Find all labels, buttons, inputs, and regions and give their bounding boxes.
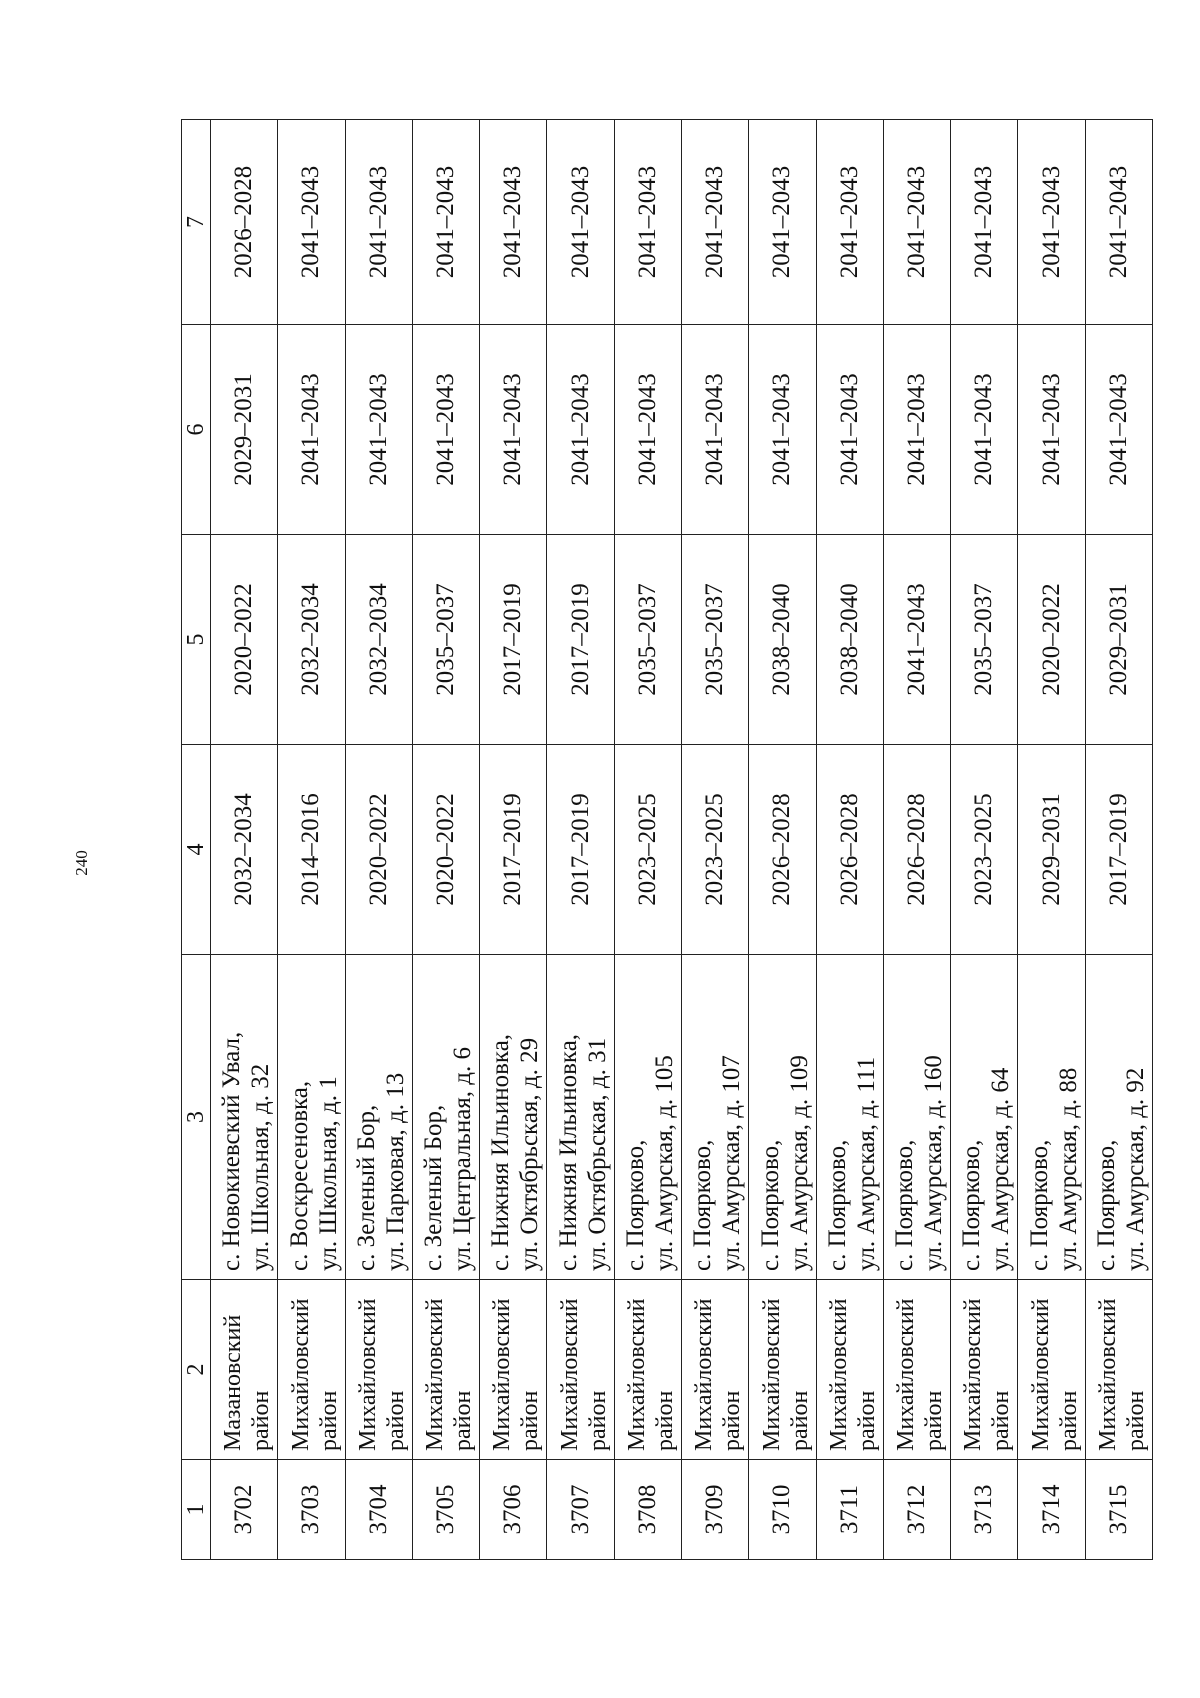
address-cell (1085, 955, 1152, 1280)
period-cell-4: 2017–2019 (1085, 745, 1152, 955)
district-cell-line: Михайловский (1027, 1298, 1054, 1451)
table-row (547, 120, 614, 1560)
address-cell (345, 955, 412, 1280)
address-cell-line: с. Поярково, (891, 1139, 919, 1271)
address-cell-line: с. Воскресеновка, (285, 1080, 313, 1271)
table-row (816, 120, 883, 1560)
period-cell-7: 2041–2043 (278, 120, 345, 325)
address-cell-line: с. Нижняя Ильиновка, (554, 1033, 582, 1271)
row-number-cell: 3703 (278, 1460, 345, 1560)
column-header: 5 (182, 535, 211, 745)
district-cell (412, 1280, 479, 1460)
district-cell-line: Михайловский (960, 1298, 987, 1451)
period-cell-7: 2041–2043 (1018, 120, 1085, 325)
column-header: 3 (182, 955, 211, 1280)
period-cell-7: 2041–2043 (480, 120, 547, 325)
district-cell-line: Михайловский (556, 1298, 583, 1451)
table-row (614, 120, 681, 1560)
period-cell-6: 2041–2043 (412, 325, 479, 535)
district-cell-line: район (315, 1390, 342, 1451)
address-cell-line: с. Зеленый Бор, (352, 1104, 380, 1271)
row-number-cell: 3704 (345, 1460, 412, 1560)
table-row (412, 120, 479, 1560)
period-cell-4: 2020–2022 (412, 745, 479, 955)
district-cell (480, 1280, 547, 1460)
address-cell (211, 955, 278, 1280)
district-cell (1085, 1280, 1152, 1460)
table-row (883, 120, 950, 1560)
column-header: 1 (182, 1460, 211, 1560)
address-cell-line: с. Зеленый Бор, (420, 1104, 448, 1271)
address-cell-line: ул. Амурская, д. 92 (1122, 1067, 1149, 1271)
district-cell-line: район (988, 1390, 1015, 1451)
row-number-cell: 3707 (547, 1460, 614, 1560)
district-cell-line: район (651, 1390, 678, 1451)
address-cell-line: ул. Школьная, д. 1 (314, 1076, 342, 1271)
column-header: 6 (182, 325, 211, 535)
row-number-cell: 3705 (412, 1460, 479, 1560)
period-cell-7: 2041–2043 (614, 120, 681, 325)
district-cell (681, 1280, 748, 1460)
row-number-cell: 3706 (480, 1460, 547, 1560)
district-cell-line: район (786, 1390, 813, 1451)
district-cell-line: Михайловский (623, 1298, 650, 1451)
period-cell-6: 2041–2043 (749, 325, 816, 535)
address-cell-line: с. Новокиевский Увал, (218, 1031, 246, 1271)
district-cell-line: Михайловский (354, 1298, 381, 1451)
period-cell-6: 2041–2043 (816, 325, 883, 535)
period-cell-5: 2035–2037 (614, 535, 681, 745)
period-cell-6: 2041–2043 (1018, 325, 1085, 535)
table-row (278, 120, 345, 1560)
address-cell-line: ул. Центральная, д. 6 (449, 1046, 477, 1271)
period-cell-6: 2041–2043 (345, 325, 412, 535)
period-cell-5: 2035–2037 (412, 535, 479, 745)
district-cell-line: Михайловский (287, 1298, 314, 1451)
period-cell-4: 2014–2016 (278, 745, 345, 955)
period-cell-4: 2026–2028 (749, 745, 816, 955)
table-row (951, 120, 1018, 1560)
period-cell-6: 2029–2031 (211, 325, 278, 535)
row-number-cell: 3712 (883, 1460, 950, 1560)
period-cell-6: 2041–2043 (278, 325, 345, 535)
table-row (1018, 120, 1085, 1560)
address-cell-line: с. Нижняя Ильиновка, (487, 1033, 515, 1271)
period-cell-7: 2041–2043 (681, 120, 748, 325)
address-cell-line: с. Поярково, (958, 1139, 986, 1271)
period-cell-5: 2020–2022 (1018, 535, 1085, 745)
period-cell-5: 2017–2019 (547, 535, 614, 745)
address-cell (951, 955, 1018, 1280)
address-cell-line: с. Поярково, (823, 1139, 851, 1271)
district-cell (211, 1280, 278, 1460)
address-cell (816, 955, 883, 1280)
period-cell-7: 2026–2028 (211, 120, 278, 325)
district-cell-line: район (248, 1390, 275, 1451)
row-number-cell: 3713 (951, 1460, 1018, 1560)
address-cell-line: ул. Октябрьская, д. 31 (583, 1037, 611, 1271)
row-number-cell: 3709 (681, 1460, 748, 1560)
period-cell-6: 2041–2043 (614, 325, 681, 535)
address-cell (681, 955, 748, 1280)
address-cell (547, 955, 614, 1280)
address-cell (883, 955, 950, 1280)
period-cell-4: 2023–2025 (681, 745, 748, 955)
district-cell (345, 1280, 412, 1460)
period-cell-5: 2038–2040 (816, 535, 883, 745)
table-row (480, 120, 547, 1560)
address-cell-line: ул. Октябрьская, д. 29 (516, 1037, 544, 1271)
period-cell-4: 2020–2022 (345, 745, 412, 955)
district-cell (547, 1280, 614, 1460)
district-cell (1018, 1280, 1085, 1460)
period-cell-5: 2035–2037 (681, 535, 748, 745)
period-cell-7: 2041–2043 (816, 120, 883, 325)
period-cell-5: 2032–2034 (278, 535, 345, 745)
period-cell-7: 2041–2043 (412, 120, 479, 325)
period-cell-6: 2041–2043 (883, 325, 950, 535)
period-cell-5: 2029–2031 (1085, 535, 1152, 745)
address-cell (412, 955, 479, 1280)
address-cell-line: с. Поярково, (1025, 1139, 1053, 1271)
period-cell-7: 2041–2043 (951, 120, 1018, 325)
table-row (749, 120, 816, 1560)
address-cell (614, 955, 681, 1280)
document-table (181, 119, 1153, 1560)
district-cell-line: Михайловский (691, 1298, 718, 1451)
row-number-cell: 3702 (211, 1460, 278, 1560)
district-cell (749, 1280, 816, 1460)
period-cell-4: 2017–2019 (547, 745, 614, 955)
table-row (681, 120, 748, 1560)
address-cell-line: с. Поярково, (621, 1139, 649, 1271)
period-cell-4: 2023–2025 (951, 745, 1018, 955)
district-cell-line: район (584, 1390, 611, 1451)
period-cell-7: 2041–2043 (1085, 120, 1152, 325)
period-cell-5: 2020–2022 (211, 535, 278, 745)
column-header: 7 (182, 120, 211, 325)
table-row (345, 120, 412, 1560)
district-cell (816, 1280, 883, 1460)
period-cell-5: 2017–2019 (480, 535, 547, 745)
period-cell-7: 2041–2043 (345, 120, 412, 325)
district-cell-line: район (1055, 1390, 1082, 1451)
period-cell-6: 2041–2043 (1085, 325, 1152, 535)
address-cell (480, 955, 547, 1280)
table-row (211, 120, 278, 1560)
address-cell-line: ул. Амурская, д. 111 (852, 1056, 880, 1271)
address-cell-line: с. Поярково, (1093, 1139, 1120, 1271)
district-cell-line: район (517, 1390, 544, 1451)
period-cell-4: 2032–2034 (211, 745, 278, 955)
period-cell-6: 2041–2043 (480, 325, 547, 535)
table-header-row (182, 120, 211, 1560)
row-number-cell: 3708 (614, 1460, 681, 1560)
table-body (211, 120, 1153, 1560)
district-cell-line: район (1123, 1390, 1149, 1451)
page-number: 240 (72, 850, 91, 876)
address-cell-line: ул. Школьная, д. 32 (247, 1063, 275, 1271)
address-cell-line: с. Поярково, (756, 1139, 784, 1271)
address-cell-line: ул. Амурская, д. 105 (650, 1055, 678, 1271)
district-cell (614, 1280, 681, 1460)
period-cell-5: 2038–2040 (749, 535, 816, 745)
district-cell-line: район (382, 1390, 409, 1451)
address-cell-line: с. Поярково, (689, 1139, 717, 1271)
district-cell (883, 1280, 950, 1460)
period-cell-4: 2026–2028 (883, 745, 950, 955)
district-cell (951, 1280, 1018, 1460)
period-cell-5: 2041–2043 (883, 535, 950, 745)
district-cell-line: район (450, 1390, 477, 1451)
district-cell-line: Михайловский (825, 1298, 852, 1451)
period-cell-6: 2041–2043 (681, 325, 748, 535)
address-cell (1018, 955, 1085, 1280)
column-header: 4 (182, 745, 211, 955)
address-cell-line: ул. Амурская, д. 64 (987, 1067, 1015, 1271)
period-cell-7: 2041–2043 (749, 120, 816, 325)
period-cell-4: 2029–2031 (1018, 745, 1085, 955)
period-cell-5: 2032–2034 (345, 535, 412, 745)
address-cell (278, 955, 345, 1280)
row-number-cell: 3714 (1018, 1460, 1085, 1560)
district-cell-line: район (853, 1390, 880, 1451)
row-number-cell: 3711 (816, 1460, 883, 1560)
period-cell-6: 2041–2043 (951, 325, 1018, 535)
district-cell-line: район (921, 1390, 948, 1451)
address-cell-line: ул. Амурская, д. 160 (920, 1055, 948, 1271)
period-cell-6: 2041–2043 (547, 325, 614, 535)
district-cell-line: район (719, 1390, 746, 1451)
period-cell-4: 2026–2028 (816, 745, 883, 955)
row-number-cell: 3710 (749, 1460, 816, 1560)
row-number-cell: 3715 (1085, 1460, 1152, 1560)
period-cell-4: 2023–2025 (614, 745, 681, 955)
district-cell-line: Михайловский (758, 1298, 785, 1451)
period-cell-7: 2041–2043 (547, 120, 614, 325)
district-cell-line: Михайловский (1095, 1298, 1121, 1451)
district-cell-line: Михайловский (422, 1298, 449, 1451)
period-cell-7: 2041–2043 (883, 120, 950, 325)
district-cell (278, 1280, 345, 1460)
table-row (1085, 120, 1152, 1560)
address-cell-line: ул. Амурская, д. 88 (1054, 1067, 1082, 1271)
district-cell-line: Михайловский (893, 1298, 920, 1451)
period-cell-4: 2017–2019 (480, 745, 547, 955)
address-cell-line: ул. Амурская, д. 109 (785, 1055, 813, 1271)
address-cell-line: ул. Амурская, д. 107 (718, 1055, 746, 1271)
address-cell-line: ул. Парковая, д. 13 (381, 1072, 409, 1271)
district-cell-line: Мазановский (220, 1314, 247, 1451)
address-cell (749, 955, 816, 1280)
column-header: 2 (182, 1280, 211, 1460)
period-cell-5: 2035–2037 (951, 535, 1018, 745)
document-table-container (181, 120, 1153, 1560)
district-cell-line: Михайловский (489, 1298, 516, 1451)
